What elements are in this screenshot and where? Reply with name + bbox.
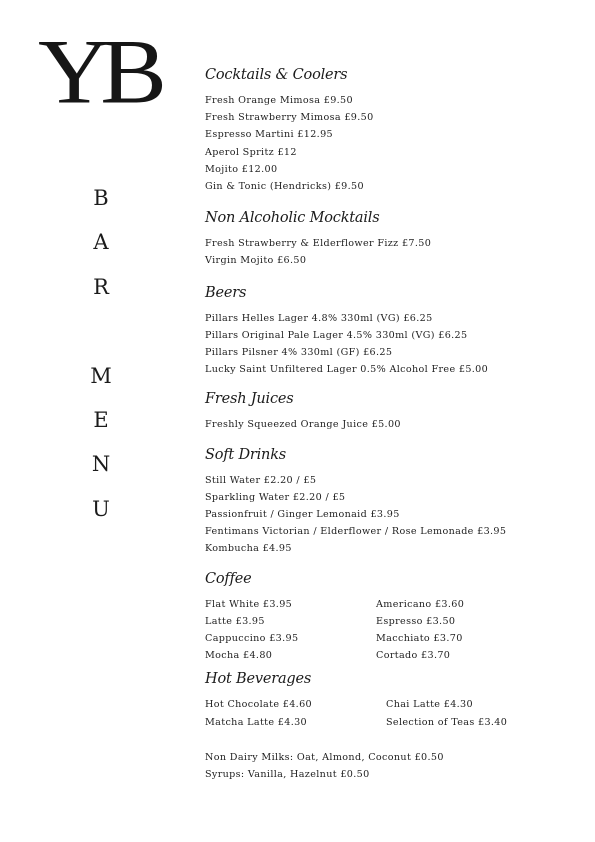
bar-menu-vertical-title [88,176,114,531]
menu-item: Fresh Strawberry Mimosa £9.50 [205,112,374,124]
menu-item: Americano £3.60 [376,598,465,610]
section-beers [205,282,575,379]
menu-item: Gin & Tonic (Hendricks) £9.50 [205,181,364,193]
hot-right-column [386,696,507,730]
menu-item: Lucky Saint Unfiltered Lager 0.5% Alcohol Free £5.00 [205,364,489,376]
section-title-hot-beverages: Hot Beverages [205,671,312,688]
menu-item: Aperol Spritz £12 [205,146,297,158]
hot-left-column [205,696,386,730]
menu-item: Fresh Orange Mimosa £9.50 [205,95,353,106]
menu-item: Matcha Latte £4.30 [205,716,308,728]
menu-item: Espresso Martini £12.95 [205,129,333,141]
section-hot-beverages [205,668,575,730]
side-letter: B [93,186,109,210]
menu-item: Cappuccino £3.95 [205,633,299,645]
menu-item: Mocha £4.80 [205,650,273,662]
section-soft-drinks [205,444,575,558]
menu-item: Fresh Strawberry & Elderflower Fizz £7.50 [205,238,432,250]
section-fresh-juices [205,388,575,433]
menu-item: Cortado £3.70 [376,650,451,662]
section-title-beers: Beers [205,284,247,301]
menu-item: Pillars Pilsner 4% 330ml (GF) £6.25 [205,347,393,359]
section-title-fresh-juices: Fresh Juices [205,391,294,408]
section-mocktails [205,207,575,269]
menu-item: Passionfruit / Ginger Lemonaid £3.95 [205,509,400,521]
menu-item: Sparkling Water £2.20 / £5 [205,491,346,503]
menu-item: Macchiato £3.70 [376,633,463,645]
coffee-right-column [376,596,464,665]
section-cocktails [205,64,575,195]
menu-item: Fentimans Victorian / Elderflower / Rose Lemonade £3.95 [205,526,507,538]
side-letter: A [93,230,109,255]
section-extras [205,749,575,783]
menu-item: Virgin Mojito £6.50 [205,255,307,267]
coffee-columns [205,596,575,665]
yb-logo: YB [38,20,157,123]
menu-item: Chai Latte £4.30 [386,699,473,711]
side-letter: E [93,408,109,433]
menu-item: Mojito £12.00 [205,163,278,175]
section-title-soft-drinks: Soft Drinks [205,446,287,463]
section-title-cocktails: Cocktails & Coolers [205,67,348,83]
menu-item: Pillars Helles Lager 4.8% 330ml (VG) £6.25 [205,312,433,324]
hot-beverages-columns [205,696,575,730]
menu-item: Pillars Original Pale Lager 4.5% 330ml (VG) £6.25 [205,329,468,341]
menu-item: Espresso £3.50 [376,615,456,627]
menu-item: Non Dairy Milks: Oat, Almond, Coconut £0.50 [205,751,444,763]
section-coffee [205,568,575,665]
menu-item: Syrups: Vanilla, Hazelnut £0.50 [205,769,370,781]
menu-content [205,64,575,783]
side-letter: M [90,363,112,388]
coffee-left-column [205,596,376,665]
menu-item: Selection of Teas £3.40 [386,716,508,728]
menu-item: Hot Chocolate £4.60 [205,699,312,711]
menu-item: Freshly Squeezed Orange Juice £5.00 [205,419,401,431]
menu-item: Latte £3.95 [205,615,265,627]
side-letter: N [91,452,111,477]
side-letter: R [93,274,109,299]
side-letter: U [92,496,110,521]
menu-item: Flat White £3.95 [205,598,293,610]
section-title-coffee: Coffee [205,570,252,587]
menu-item: Kombucha £4.95 [205,543,292,555]
section-title-mocktails: Non Alcoholic Mocktails [205,210,380,227]
menu-item: Still Water £2.20 / £5 [205,474,317,486]
